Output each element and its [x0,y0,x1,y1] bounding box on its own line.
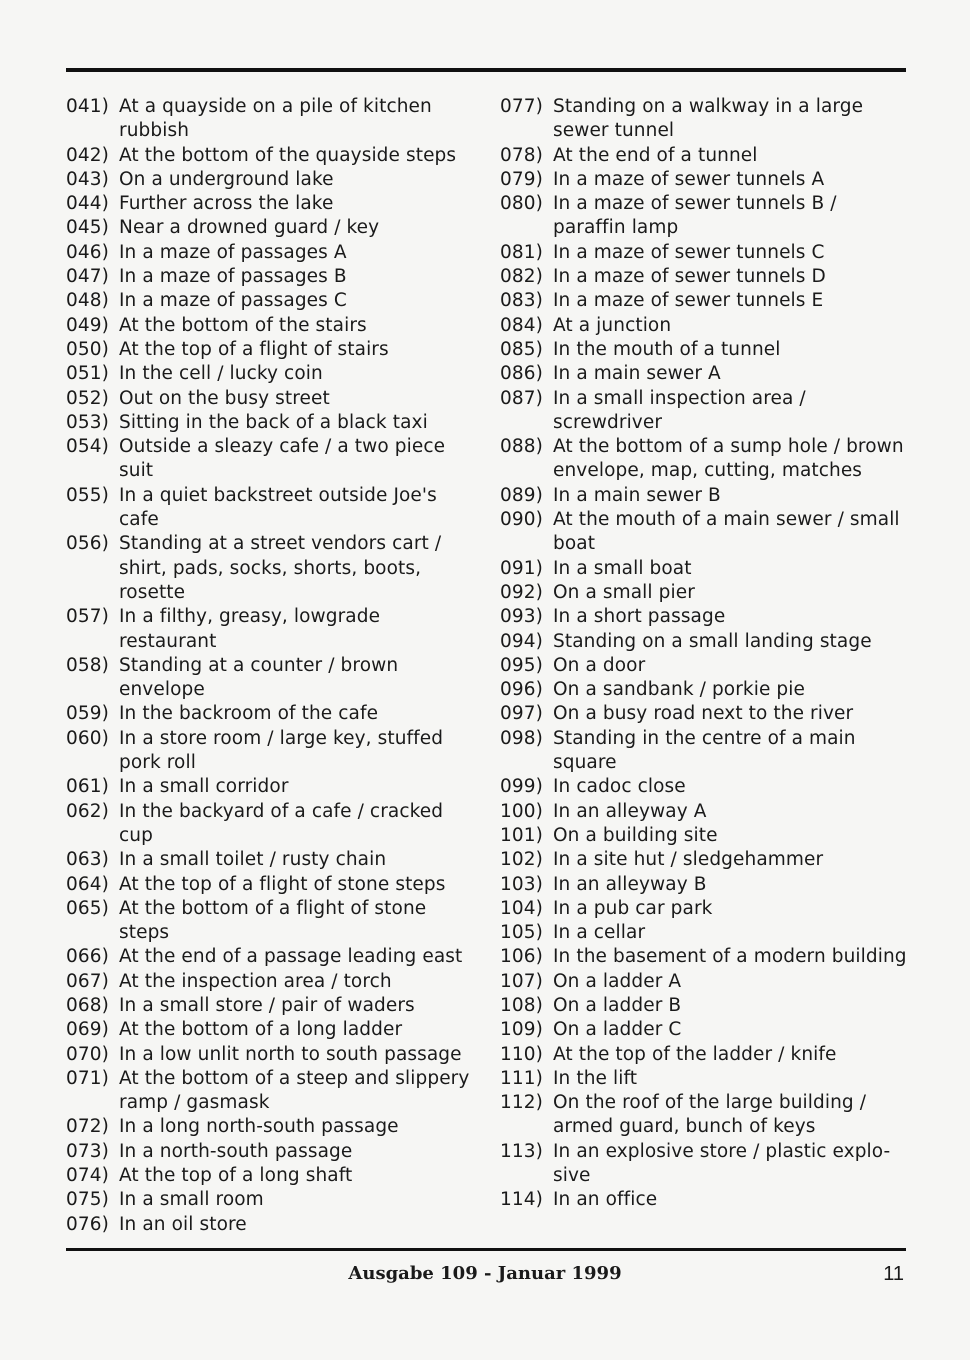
location-entry [66,1018,481,1042]
location-entry [66,897,481,946]
entry-number: 074) [66,1165,109,1187]
entry-text: Standing at a street vendors cart / shirt, pads, socks, shorts, boots, rosette [119,533,442,603]
entry-number: 110) [500,1043,543,1065]
location-entry [500,654,910,678]
entry-number: 043) [66,168,109,190]
entry-number: 104) [500,897,543,919]
entry-text: On a busy road next to the river [553,703,854,725]
entry-text: In the mouth of a tunnel [553,338,781,360]
entry-text: At the top of a flight of stone steps [119,873,446,895]
entry-number: 076) [66,1213,109,1235]
location-entry [66,192,481,216]
location-entry [66,241,481,265]
location-entry [500,362,910,386]
entry-number: 107) [500,970,543,992]
entry-text: In an office [553,1189,658,1211]
entry-number: 099) [500,776,543,798]
location-entry [66,484,481,533]
entry-text: In a low unlit north to south passage [119,1043,462,1065]
location-entry [500,775,910,799]
location-entry [500,970,910,994]
entry-number: 055) [66,484,109,506]
entry-text: At a junction [553,314,672,336]
entry-text: At the end of a tunnel [553,144,758,166]
location-entry [500,289,910,313]
entry-text: In a maze of sewer tunnels E [553,290,824,312]
location-entry [66,289,481,313]
entry-text: Standing on a walkway in a large sewer tunnel [553,96,864,142]
entry-text: On a building site [553,824,718,846]
location-entry [500,338,910,362]
location-entry [66,970,481,994]
entry-number: 105) [500,922,543,944]
location-entry [66,800,481,849]
location-entry [500,581,910,605]
entry-number: 098) [500,727,543,749]
entry-text: Outside a sleazy cafe / a two piece suit [119,436,446,482]
location-entry [500,994,910,1018]
location-entry [500,824,910,848]
entry-text: In an oil store [119,1213,247,1235]
entry-number: 095) [500,654,543,676]
entry-number: 057) [66,606,109,628]
entry-number: 065) [66,897,109,919]
entry-number: 089) [500,484,543,506]
entry-number: 047) [66,266,109,288]
entry-text: On a ladder B [553,994,682,1016]
entry-number: 083) [500,290,543,312]
entry-number: 045) [66,217,109,239]
entry-text: In a long north-south passage [119,1116,399,1138]
entry-text: Standing on a small landing stage [553,630,872,652]
entry-text: In a maze of passages B [119,266,347,288]
location-entry [500,605,910,629]
location-entry [66,702,481,726]
entry-text: In a small inspection area / screwdriver [553,387,806,433]
location-entry [500,241,910,265]
location-entry [500,1018,910,1042]
location-entry [66,1188,481,1212]
entry-text: In a maze of sewer tunnels C [553,241,825,263]
location-entry [66,605,481,654]
entry-text: In a small boat [553,557,692,579]
entry-number: 058) [66,654,109,676]
entry-text: On a ladder A [553,970,682,992]
entry-number: 114) [500,1189,543,1211]
entry-number: 053) [66,411,109,433]
entry-text: At the inspection area / torch [119,970,392,992]
entry-number: 051) [66,363,109,385]
location-entry [66,994,481,1018]
entry-text: In a main sewer A [553,363,721,385]
entry-number: 081) [500,241,543,263]
location-entry [66,873,481,897]
location-entry [500,945,910,969]
entry-number: 103) [500,873,543,895]
entry-number: 091) [500,557,543,579]
entry-number: 097) [500,703,543,725]
entry-number: 068) [66,994,109,1016]
entry-number: 044) [66,193,109,215]
right-column [500,95,910,1213]
entry-number: 092) [500,581,543,603]
entry-number: 078) [500,144,543,166]
entry-text: In cadoc close [553,776,686,798]
location-entry [66,1164,481,1188]
location-entry [500,800,910,824]
entry-number: 056) [66,533,109,555]
entry-text: Standing in the centre of a main square [553,727,856,774]
entry-text: On a ladder C [553,1019,682,1041]
entry-number: 101) [500,824,543,846]
location-entry [500,265,910,289]
location-entry [500,678,910,702]
entry-number: 072) [66,1116,109,1138]
location-entry [66,387,481,411]
location-entry [66,775,481,799]
entry-number: 109) [500,1019,543,1041]
entry-number: 075) [66,1189,109,1211]
entry-number: 062) [66,800,109,822]
location-entry [500,508,910,557]
entry-number: 077) [500,96,543,117]
entry-text: In a pub car park [553,897,713,919]
location-entry [66,411,481,435]
entry-number: 063) [66,849,109,871]
location-entry [66,1140,481,1164]
entry-text: In an alleyway A [553,800,707,822]
entry-text: In a small room [119,1189,264,1211]
location-entry [500,921,910,945]
issue-label: Ausgabe 109 - Januar 1999 [348,1263,622,1284]
entry-text: On a underground lake [119,168,334,190]
page-footer [0,1263,970,1293]
entry-number: 054) [66,436,109,458]
entry-text: In a maze of sewer tunnels D [553,266,826,288]
entry-number: 112) [500,1092,543,1114]
location-entry [500,1067,910,1091]
entry-number: 084) [500,314,543,336]
location-entry [500,484,910,508]
entry-number: 049) [66,314,109,336]
location-entry [500,192,910,241]
entry-number: 088) [500,436,543,458]
entry-text: In the backyard of a cafe / cracked cup [119,800,444,846]
location-entry [500,702,910,726]
location-entry [500,873,910,897]
location-entry [500,557,910,581]
entry-number: 100) [500,800,543,822]
entry-text: On a door [553,654,646,676]
entry-number: 082) [500,266,543,288]
entry-number: 086) [500,363,543,385]
location-entry [500,1140,910,1189]
entry-number: 087) [500,387,543,409]
entry-text: At the bottom of the quayside steps [119,144,457,166]
entry-text: At the mouth of a main sewer / small boat [553,509,900,555]
location-entry [500,387,910,436]
entry-number: 102) [500,849,543,871]
entry-text: In a small toilet / rusty chain [119,849,387,871]
entry-text: At the top of a long shaft [119,1165,353,1187]
entry-text: In a north-south passage [119,1140,353,1162]
entry-number: 042) [66,144,109,166]
entry-number: 059) [66,703,109,725]
location-entry [66,532,481,605]
entry-text: Near a drowned guard / key [119,217,380,239]
entry-text: In a small store / pair of waders [119,994,415,1016]
entry-number: 108) [500,994,543,1016]
location-entry [500,1188,910,1212]
entry-text: In a maze of passages A [119,241,347,263]
location-entry [66,265,481,289]
entry-number: 073) [66,1140,109,1162]
page-number: 11 [883,1263,904,1285]
entry-number: 094) [500,630,543,652]
location-entry [66,95,481,144]
entry-number: 061) [66,776,109,798]
entry-text: At the bottom of a sump hole / brown envelope, map, cutting, matches [553,436,904,482]
entry-text: In the cell / lucky coin [119,363,323,385]
entry-text: Out on the busy street [119,387,330,409]
entry-text: In a store room / large key, stuffed pork roll [119,727,444,774]
location-entry [66,654,481,703]
entry-number: 066) [66,946,109,968]
entry-text: In a small corridor [119,776,289,798]
entry-text: In a maze of sewer tunnels B / paraffin lamp [553,193,837,239]
entry-number: 113) [500,1140,543,1162]
location-entry [66,945,481,969]
location-entry [500,1091,910,1140]
entry-text: On a small pier [553,581,695,603]
entry-text: In a short passage [553,606,726,628]
location-entry [500,144,910,168]
location-entry [66,1213,481,1237]
top-rule [66,68,906,72]
location-entry [66,362,481,386]
entry-text: In a cellar [553,922,646,944]
location-entry [66,144,481,168]
entry-text: In the basement of a modern building [553,946,907,968]
entry-number: 069) [66,1019,109,1041]
location-entry [500,314,910,338]
entry-number: 046) [66,241,109,263]
entry-text: On the roof of the large building / armed guard, bunch of keys [553,1092,867,1138]
entry-text: At the top of a flight of stairs [119,338,389,360]
location-entry [500,95,910,144]
entry-number: 111) [500,1067,543,1089]
bottom-rule [66,1248,906,1251]
location-entry [500,727,910,776]
entry-text: At the end of a passage leading east [119,946,463,968]
entry-number: 060) [66,727,109,749]
entry-number: 050) [66,338,109,360]
entry-text: In a maze of sewer tunnels A [553,168,825,190]
entry-text: In an explosive store / plastic explo-sive [553,1140,891,1187]
entry-number: 085) [500,338,543,360]
entry-number: 070) [66,1043,109,1065]
location-entry [500,435,910,484]
entry-text: Sitting in the back of a black taxi [119,411,428,433]
entry-text: In a main sewer B [553,484,721,506]
location-entry [500,848,910,872]
location-entry [66,168,481,192]
entry-text: In a quiet backstreet outside Joe's cafe [119,484,437,531]
entry-number: 071) [66,1067,109,1089]
entry-text: At the top of the ladder / knife [553,1043,837,1065]
location-entry [66,1043,481,1067]
entry-text: In a filthy, greasy, lowgrade restaurant [119,606,381,652]
entry-text: In a maze of passages C [119,290,347,312]
location-entry [500,630,910,654]
entry-text: Further across the lake [119,193,334,215]
location-entry [66,727,481,776]
entry-number: 048) [66,290,109,312]
entry-number: 080) [500,193,543,215]
location-entry [66,314,481,338]
entry-text: On a sandbank / porkie pie [553,679,805,701]
entry-text: At the bottom of the stairs [119,314,367,336]
entry-text: At the bottom of a flight of stone steps [119,897,427,944]
entry-text: At the bottom of a long ladder [119,1019,403,1041]
entry-number: 093) [500,606,543,628]
entry-text: At a quayside on a pile of kitchen rubbish [119,96,432,142]
entry-number: 067) [66,970,109,992]
entry-text: In the lift [553,1067,638,1089]
entry-text: In the backroom of the cafe [119,703,379,725]
entry-number: 096) [500,679,543,701]
location-entry [66,1115,481,1139]
location-entry [66,216,481,240]
entry-number: 041) [66,96,109,117]
entry-number: 079) [500,168,543,190]
entry-text: In an alleyway B [553,873,707,895]
entry-number: 052) [66,387,109,409]
location-entry [66,338,481,362]
location-entry [66,1067,481,1116]
location-entry [500,168,910,192]
entry-text: In a site hut / sledgehammer [553,849,824,871]
location-entry [500,897,910,921]
location-entry [66,435,481,484]
location-entry [66,848,481,872]
entry-text: At the bottom of a steep and slippery ramp / gasmask [119,1067,470,1114]
entry-number: 090) [500,509,543,531]
entry-number: 106) [500,946,543,968]
entry-text: Standing at a counter / brown envelope [119,654,399,701]
entry-number: 064) [66,873,109,895]
location-entry [500,1043,910,1067]
left-column [66,95,481,1237]
